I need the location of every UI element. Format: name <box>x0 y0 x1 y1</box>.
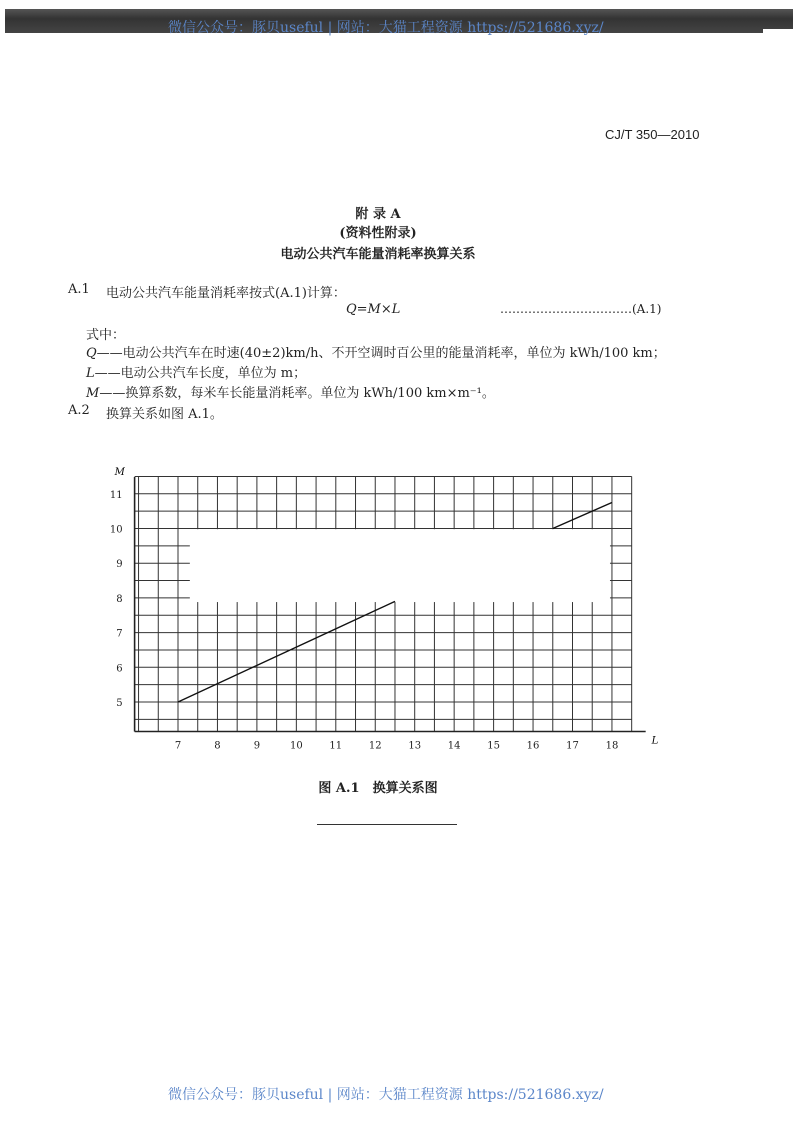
section-a2-number: A.2 <box>68 403 90 418</box>
y-tick-label: 11 <box>109 489 123 501</box>
series-line-segment-2 <box>553 502 612 528</box>
x-tick-label: 14 <box>447 740 461 752</box>
formula-ref: ……………………………(A.1) <box>500 302 662 316</box>
section-a1-text: 电动公共汽车能量消耗率按式(A.1)计算： <box>106 286 346 301</box>
watermark-bottom: 微信公众号：豚贝useful | 网站：大猫工程资源 https://521686.xyz/ <box>168 1087 604 1103</box>
y-axis-label: M <box>114 466 125 478</box>
x-tick-label: 7 <box>174 740 182 752</box>
y-tick-label: 5 <box>116 698 123 709</box>
definition-q <box>86 342 666 361</box>
x-tick-label: 8 <box>214 740 221 752</box>
symbol: Q <box>86 346 97 361</box>
chart-break-region <box>190 529 610 602</box>
x-tick-label: 16 <box>526 740 540 752</box>
symbol: L <box>86 366 95 381</box>
where-label: 式中： <box>86 328 126 343</box>
x-tick-label: 9 <box>253 740 261 752</box>
x-tick-label: 10 <box>289 740 303 752</box>
x-tick-label: 13 <box>408 740 422 752</box>
definition-text: ——电动公共汽车长度，单位为 m； <box>94 366 307 381</box>
symbol: M <box>86 386 100 401</box>
definition-text: ——换算系数，每米车长能量消耗率。单位为 kWh/100 km×m⁻¹。 <box>99 386 495 401</box>
appendix-subtitle: (资料性附录) <box>339 226 417 241</box>
standard-number: CJ/T 350—2010 <box>605 127 700 142</box>
y-tick-label: 9 <box>116 559 123 571</box>
x-tick-label: 15 <box>487 740 500 752</box>
y-tick-label: 6 <box>116 663 123 675</box>
definition-l <box>86 362 306 381</box>
appendix-heading: 电动公共汽车能量消耗率换算关系 <box>280 247 476 262</box>
series-line-segment-1 <box>178 601 395 702</box>
section-a1-number: A.1 <box>68 282 90 297</box>
conversion-chart <box>0 440 800 770</box>
formula: Q=M×L <box>346 302 401 317</box>
definition-text: ——电动公共汽车在时速(40±2)km/h、不开空调时百公里的能量消耗率，单位为 kWh/100 km； <box>96 346 666 361</box>
y-tick-label: 7 <box>116 628 123 640</box>
x-tick-label: 12 <box>368 740 382 752</box>
x-tick-label: 11 <box>329 740 343 752</box>
x-axis-label: L <box>651 735 659 747</box>
definition-m <box>86 382 495 401</box>
watermark-top: 微信公众号：豚贝useful | 网站：大猫工程资源 https://521686.xyz/ <box>168 20 604 36</box>
appendix-title: 附 录 A <box>355 207 401 222</box>
y-tick-label: 8 <box>116 593 123 605</box>
x-tick-label: 17 <box>566 740 579 752</box>
y-tick-label: 10 <box>109 524 123 536</box>
section-a2-text: 换算关系如图 A.1。 <box>106 407 223 422</box>
figure-caption: 图 A.1 换算关系图 <box>318 781 438 796</box>
end-rule <box>317 824 457 825</box>
x-tick-label: 18 <box>605 740 619 752</box>
